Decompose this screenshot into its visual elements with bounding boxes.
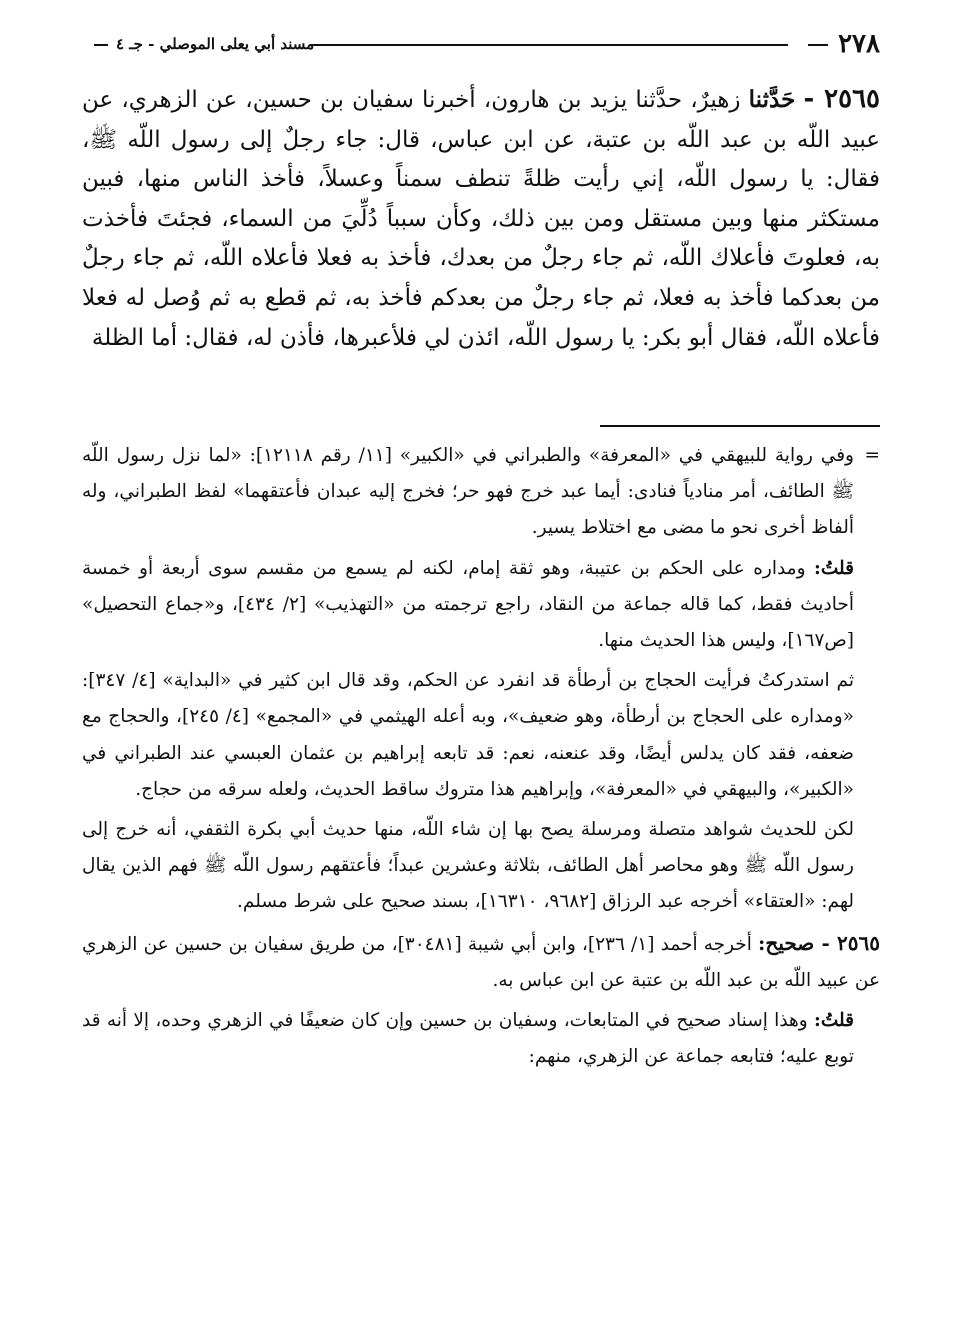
running-title: مسند أبي يعلى الموصلي - جـ ٤ — [116, 35, 315, 53]
hadith-paragraph — [82, 80, 880, 358]
header-rule — [808, 44, 828, 46]
header-rule — [94, 44, 108, 46]
page-number: ٢٧٨ — [838, 29, 880, 59]
footnotes — [82, 438, 880, 1075]
footnote-lead: قلتُ: — [814, 1010, 854, 1032]
footnote-text: وفي رواية للبيهقي في «المعرفة» والطبراني في «الكبير» [١١/ رقم ١٢١١٨]: «لما نزل رسول اللّه ﷺ الطائف، أمر منادياً فنادى: أيما عبد خرج فهو حر؛ فخرج إليه عبدان فأعتقهما» لفظ الطبراني، وله ألفاظ أخرى نحو ما مضى مع اختلاط يسير. — [82, 445, 854, 539]
main-text — [82, 80, 880, 358]
footnote-paragraph — [82, 812, 880, 921]
footnote-paragraph — [82, 551, 880, 660]
footnote-paragraph — [82, 438, 880, 547]
hadith-number: ٢٥٦٥ - — [803, 84, 881, 114]
footnote-paragraph — [82, 663, 880, 808]
footnote-text: ثم استدركتُ فرأيت الحجاج بن أرطأة قد انفرد عن الحكم، وقد قال ابن كثير في «البداية» [٤/ ٣٤٧]: «ومداره على الحجاج بن أرطأة، وهو ضعيف»، وبه أعله الهيثمي في «المجمع» [٤/ ٢٤٥]، والحجاج مع ضعفه، فقد كان يدلس أيضًا، وقد عنعنه، نعم: قد تابعه إبراهيم بن عثمان العبسي عند الطبراني في «الكبير»، والبيهقي في «المعرفة»، وإبراهيم هذا متروك ساقط الحديث، ولعله سرقه من حجاج. — [82, 670, 854, 800]
footnote-text: أخرجه أحمد [١/ ٢٣٦]، وابن أبي شيبة [٣٠٤٨١]، من طريق سفيان بن حسين عن الزهري عن عبيد اللّه بن عبد اللّه بن عتبة عن ابن عباس به. — [82, 933, 880, 991]
hadith-body: زهيرٌ، حدَّثنا يزيد بن هارون، أخبرنا سفيان بن حسين، عن الزهري، عن عبيد اللّه بن عبد اللّه بن عتبة، عن ابن عباس، قال: جاء رجلٌ إلى رسول اللّه ﷺ، فقال: يا رسول اللّه، إني رأيت ظلةً تنطف سمناً وعسلاً، فأخذ الناس منها، فبين مستكثر منها وبين مستقل ومن بين ذلك، وكأن سبباً دُلِّيَ من السماء، فجئتَ فأخذت به، فعلوتَ فأعلاك اللّه، ثم جاء رجلٌ من بعدك، فأخذ به فعلا فأعلاه اللّه، ثم جاء رجلٌ من بعدكما فأخذ به فعلا، ثم جاء رجلٌ من بعدكم فأخذ به، ثم قطع به ثم وُصل له فعلا فأعلاه اللّه، فقال أبو بكر: يا رسول اللّه، ائذن لي فلأعبرها، فأذن له، فقال: أما الظلة — [82, 87, 880, 351]
hadith-verb: حَدَّثنا — [748, 86, 796, 113]
footnote-lead: ٢٥٦٥ - صحيح: — [758, 930, 880, 955]
footnote-text: لكن للحديث شواهد متصلة ومرسلة يصح بها إن شاء اللّه، منها حديث أبي بكرة الثقفي، أنه خرج إلى رسول اللّه ﷺ وهو محاصر أهل الطائف، بثلاثة وعشرين عبداً؛ فأعتقهم رسول اللّه ﷺ فهم الذين يقال لهم: «العتقاء» أخرجه عبد الرزاق [٩٦٨٢، ١٦٣١٠]، بسند صحيح على شرط مسلم. — [82, 819, 854, 913]
page-header — [78, 26, 880, 62]
footnote-paragraph — [82, 1003, 880, 1075]
continuation-marker: = — [864, 445, 880, 466]
footnote-lead: قلتُ: — [814, 557, 854, 579]
header-rule — [310, 44, 788, 46]
footnote-text: ومداره على الحكم بن عتيبة، وهو ثقة إمام، لكنه لم يسمع من مقسم سوى أربعة أو خمسة أحاديث فقط، كما قاله جماعة من النقاد، راجع ترجمته من «التهذيب» [٢/ ٤٣٤]، و«جماع التحصيل» [ص١٦٧]، وليس هذا الحديث منها. — [82, 557, 854, 652]
footnote-text: وهذا إسناد صحيح في المتابعات، وسفيان بن حسين وإن كان ضعيفًا في الزهري وحده، إلا أنه قد توبع عليه؛ فتابعه جماعة عن الزهري، منهم: — [82, 1010, 854, 1068]
footnote-paragraph — [82, 925, 880, 999]
footnote-divider — [600, 425, 880, 427]
